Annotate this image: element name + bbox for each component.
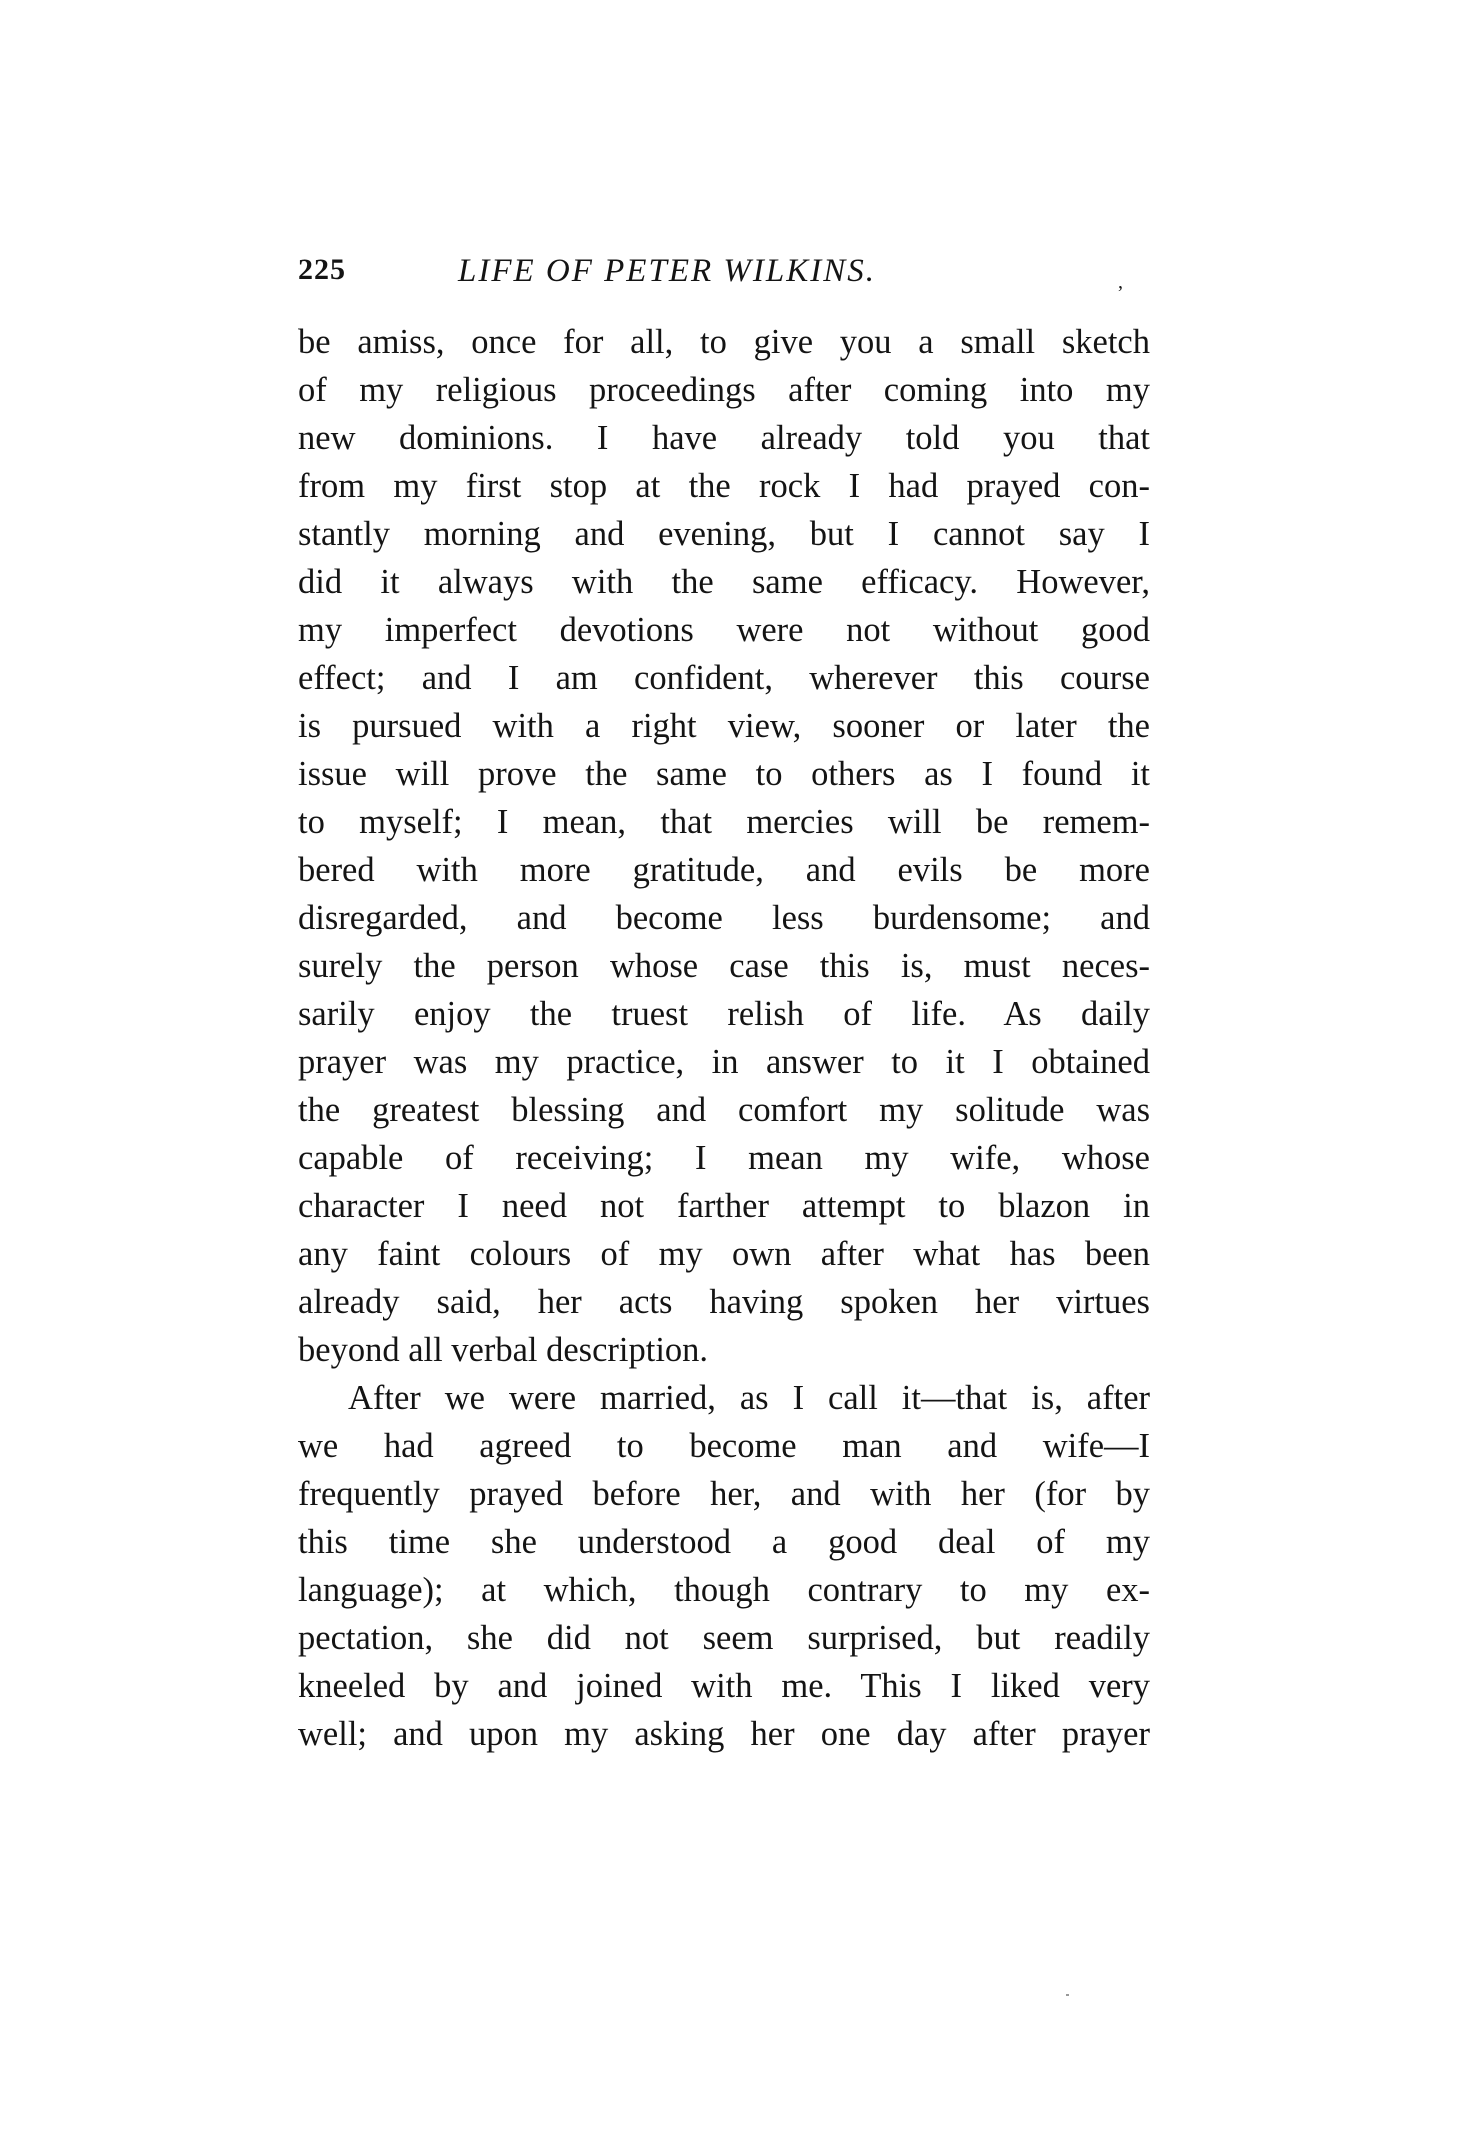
text-line: my imperfect devotions were not without good bbox=[298, 611, 1150, 649]
text-line: from my first stop at the rock I had prayed con- bbox=[298, 467, 1150, 505]
text-line: stantly morning and evening, but I cannot say I bbox=[298, 515, 1150, 553]
text-line: of my religious proceedings after coming into my bbox=[298, 371, 1150, 409]
text-line: prayer was my practice, in answer to it I obtained bbox=[298, 1043, 1150, 1081]
text-line: well; and upon my asking her one day after prayer bbox=[298, 1715, 1150, 1753]
text-line: language); at which, though contrary to my ex- bbox=[298, 1571, 1150, 1609]
text-line: be amiss, once for all, to give you a small sketch bbox=[298, 323, 1150, 361]
text-line: issue will prove the same to others as I found it bbox=[298, 755, 1150, 793]
text-line: kneeled by and joined with me. This I liked very bbox=[298, 1667, 1150, 1705]
paragraph-start-line: After we were married, as I call it—that is, after bbox=[348, 1379, 1150, 1417]
text-line: pectation, she did not seem surprised, but readily bbox=[298, 1619, 1150, 1657]
text-line: to myself; I mean, that mercies will be remem- bbox=[298, 803, 1150, 841]
text-line: effect; and I am confident, wherever this course bbox=[298, 659, 1150, 697]
text-line: bered with more gratitude, and evils be more bbox=[298, 851, 1150, 889]
paragraph-end-line: beyond all verbal description. bbox=[298, 1331, 709, 1369]
text-line: surely the person whose case this is, must neces- bbox=[298, 947, 1150, 985]
text-line: sarily enjoy the truest relish of life. As daily bbox=[298, 995, 1150, 1033]
page-header bbox=[298, 253, 1150, 303]
text-line: the greatest blessing and comfort my solitude was bbox=[298, 1091, 1150, 1129]
text-line: new dominions. I have already told you that bbox=[298, 419, 1150, 457]
text-line: frequently prayed before her, and with her (for by bbox=[298, 1475, 1150, 1513]
text-line: already said, her acts having spoken her virtues bbox=[298, 1283, 1150, 1321]
text-line: is pursued with a right view, sooner or later the bbox=[298, 707, 1150, 745]
text-line: any faint colours of my own after what has been bbox=[298, 1235, 1150, 1273]
page-number: 225 bbox=[298, 253, 346, 286]
text-line: this time she understood a good deal of my bbox=[298, 1523, 1150, 1561]
text-line: disregarded, and become less burdensome; and bbox=[298, 899, 1150, 937]
text-line: character I need not farther attempt to blazon in bbox=[298, 1187, 1150, 1225]
text-line: we had agreed to become man and wife—I bbox=[298, 1427, 1150, 1465]
body-text bbox=[298, 318, 1150, 1758]
text-line: did it always with the same efficacy. However, bbox=[298, 563, 1150, 601]
stray-mark: , bbox=[1118, 271, 1123, 293]
running-title: LIFE OF PETER WILKINS. bbox=[458, 253, 876, 289]
text-line: capable of receiving; I mean my wife, whose bbox=[298, 1139, 1150, 1177]
scan-speck bbox=[1066, 1994, 1069, 1996]
